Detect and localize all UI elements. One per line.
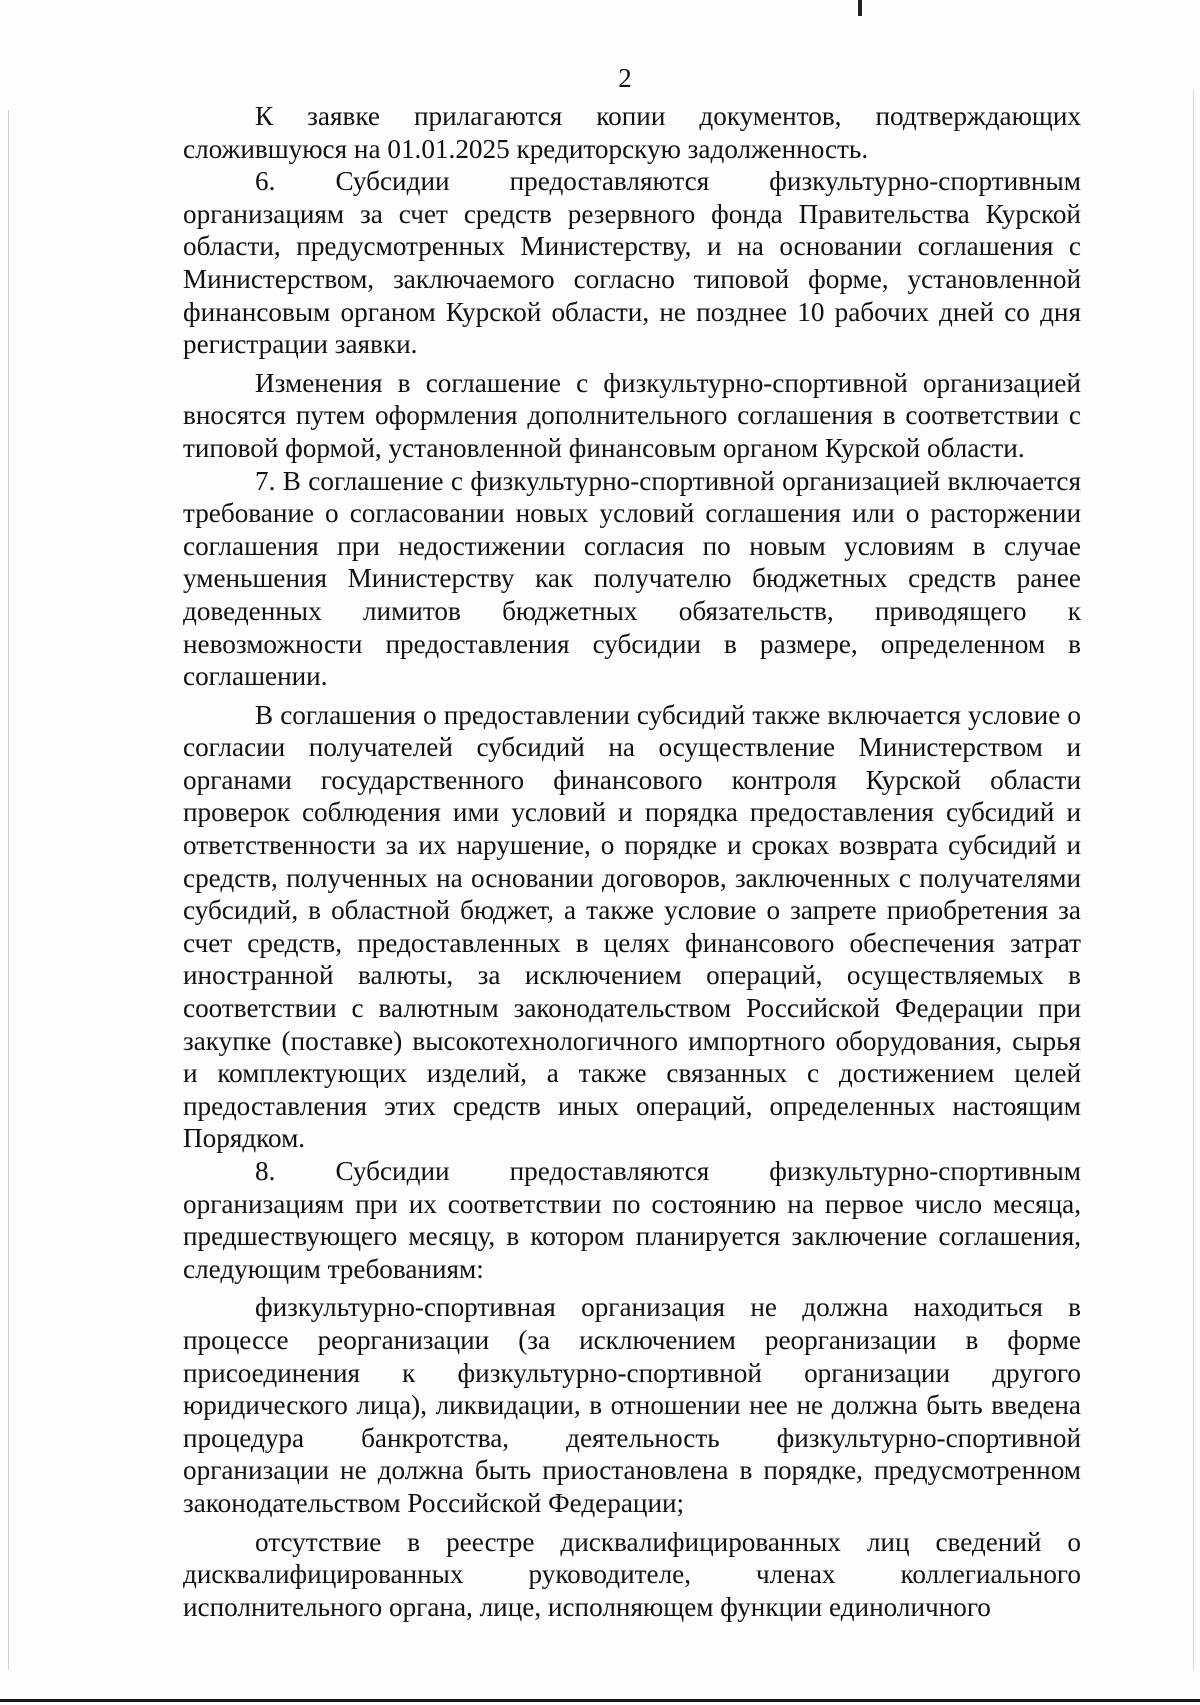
scan-bottom-edge — [0, 1699, 1200, 1702]
paragraph-agreement-conditions: В соглашения о предоставлении субсидий также включается условие о согласии получателей субсидий на осуществление Министерством и органами государственного финансового контроля Курской области проверок соблюдения ими условий и порядка предоставления субсидий и ответственности за их нарушение, о порядке и сроках возврата субсидий и средств, полученных на основании договоров, заключенных с получателями субсидий, в областной бюджет, а также условие о запрете приобретения за счет средств, предоставленных в целях финансового обеспечения затрат иностранной валюты, за исключением операций, осуществляемых в соответствии с валютным законодательством Российской Федерации при закупке (поставке) высокотехнологичного импортного оборудования, сырья и комплектующих изделий, а также связанных с достижением целей предоставления этих средств иных операций, определенных настоящим Порядком. — [183, 699, 1081, 1154]
paragraph-item-6: 6. Субсидии предоставляются физкультурно-спортивным организациям за счет средств резервного фонда Правительства Курской области, предусмотренных Министерству, и на основании соглашения с Министерством, заключаемого согласно типовой форме, установленной финансовым органом Курской области, не позднее 10 рабочих дней со дня регистрации заявки. — [183, 166, 1081, 360]
scan-artifact-mark — [858, 0, 862, 16]
paragraph-item-8: 8. Субсидии предоставляются физкультурно-спортивным организациям при их соответствии по состоянию на первое число месяца, предшествующего месяцу, в котором планируется заключение соглашения, следующим требованиям: — [183, 1156, 1081, 1284]
paragraph-item-7: 7. В соглашение с физкультурно-спортивной организацией включается требование о согласовании новых условий соглашения или о расторжении соглашения при недостижении согласия по новым условиям в случае уменьшения Министерству как получателю бюджетных средств ранее доведенных лимитов бюджетных обязательств, приводящего к невозможности предоставления субсидии в размере, определенном в соглашении. — [183, 465, 1081, 692]
scan-edge-left — [8, 110, 9, 1670]
paragraph-requirement-disqualified: отсутствие в реестре дисквалифицированных лиц сведений о дисквалифицированных руководителе, членах коллегиального исполнительного органа, лице, исполняющем функции единоличного — [183, 1526, 1081, 1622]
paragraph-attachments: К заявке прилагаются копии документов, подтверждающих сложившуюся на 01.01.2025 кредиторскую задолженность. — [183, 101, 1081, 164]
document-body — [183, 100, 1081, 1623]
paragraph-requirement-reorganization: физкультурно-спортивная организация не должна находиться в процессе реорганизации (за исключением реорганизации в форме присоединения к физкультурно-спортивной организации другого юридического лица), ликвидации, в отношении нее не должна быть введена процедура банкротства, деятельность физкультурно-спортивной организации не должна быть приостановлена в порядке, предусмотренном законодательством Российской Федерации; — [183, 1292, 1081, 1518]
scan-edge-right — [1193, 90, 1194, 1670]
page-number: 2 — [618, 63, 632, 93]
paragraph-agreement-changes: Изменения в соглашение с физкультурно-спортивной организацией вносятся путем оформления дополнительного соглашения в соответствии с типовой формой, установленной финансовым органом Курской области. — [183, 367, 1081, 463]
